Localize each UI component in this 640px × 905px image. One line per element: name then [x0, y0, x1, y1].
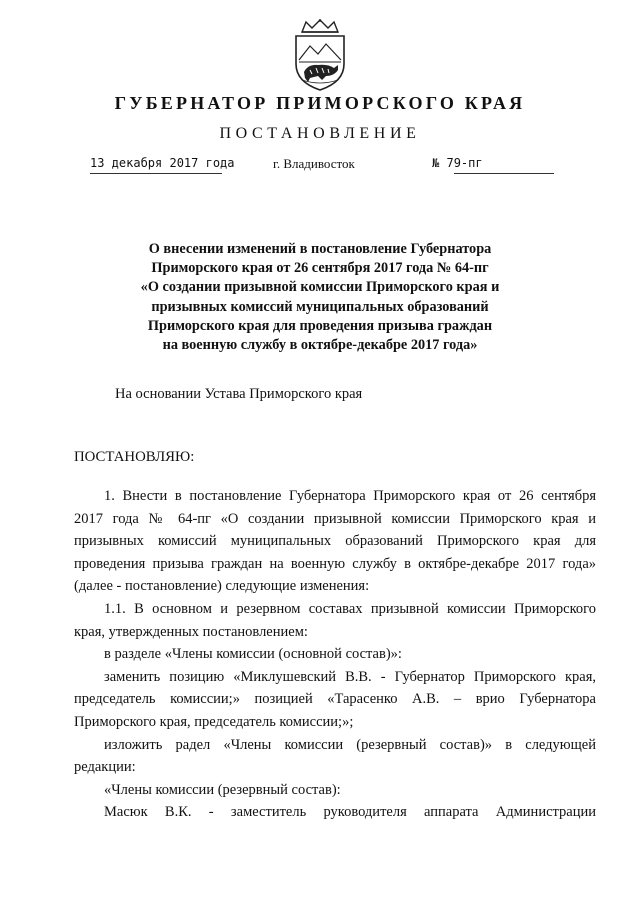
body-line: в разделе «Члены комиссии (основной состав)»: — [104, 646, 402, 663]
decree-number: 79-пг — [446, 156, 483, 170]
body-line: 1.1. В основном и резервном составах призывной комиссии Приморского — [104, 600, 596, 617]
body-line: призывных комиссий муниципальных образований Приморского края для — [74, 533, 596, 550]
decree-number-field — [432, 156, 483, 170]
subject-line: Приморского края для проведения призыва граждан — [147, 317, 493, 334]
body-line: Приморского края, председатель комиссии;»; — [74, 713, 354, 730]
decree-subject — [120, 240, 520, 355]
decree-date: 13 декабря 2017 года — [90, 156, 235, 170]
document-type-title: ПОСТАНОВЛЕНИЕ — [219, 125, 421, 142]
date-underline — [90, 173, 222, 174]
body-line: заменить позицию «Миклушевский В.В. - Губернатор Приморского края, — [104, 668, 596, 685]
subject-line: «О создании призывной комиссии Приморского края и — [140, 279, 500, 296]
body-line: председатель комиссии;» позицией «Тарасенко А.В. – врио Губернатора — [74, 691, 596, 708]
subject-line: О внесении изменений в постановление Губернатора — [148, 241, 492, 257]
body-line: «Члены комиссии (резервный состав): — [104, 781, 341, 798]
number-underline — [454, 173, 554, 174]
body-line: края, утвержденных постановлением: — [74, 623, 308, 640]
body-line: 1. Внести в постановление Губернатора Приморского края от 26 сентября — [104, 488, 596, 504]
body-line: проведения призыва граждан на военную службу в октябре-декабре 2017 года» — [74, 555, 596, 572]
issuer-title: ГУБЕРНАТОР ПРИМОРСКОГО КРАЯ — [114, 93, 526, 113]
body-line: редакции: — [74, 759, 136, 776]
legal-basis: На основании Устава Приморского края — [115, 386, 363, 402]
coat-of-arms-emblem — [288, 18, 352, 92]
decree-city: г. Владивосток — [273, 156, 355, 171]
decree-body — [74, 485, 596, 824]
subject-line: Приморского края от 26 сентября 2017 года № 64-пг — [151, 260, 489, 277]
body-line: (далее - постановление) следующие изменения: — [74, 578, 370, 595]
subject-line: на военную службу в октябре-декабре 2017 года» — [162, 337, 478, 354]
body-line: 2017 года № 64-пг «О создании призывной комиссии Приморского края и — [74, 510, 596, 527]
body-line: изложить радел «Члены комиссии (резервный состав)» в следующей — [104, 736, 596, 753]
resolve-statement: ПОСТАНОВЛЯЮ: — [74, 449, 195, 465]
number-sign: № — [432, 156, 440, 170]
body-line: Масюк В.К. - заместитель руководителя аппарата Администрации — [104, 804, 596, 821]
subject-line: призывных комиссий муниципальных образований — [151, 298, 489, 315]
